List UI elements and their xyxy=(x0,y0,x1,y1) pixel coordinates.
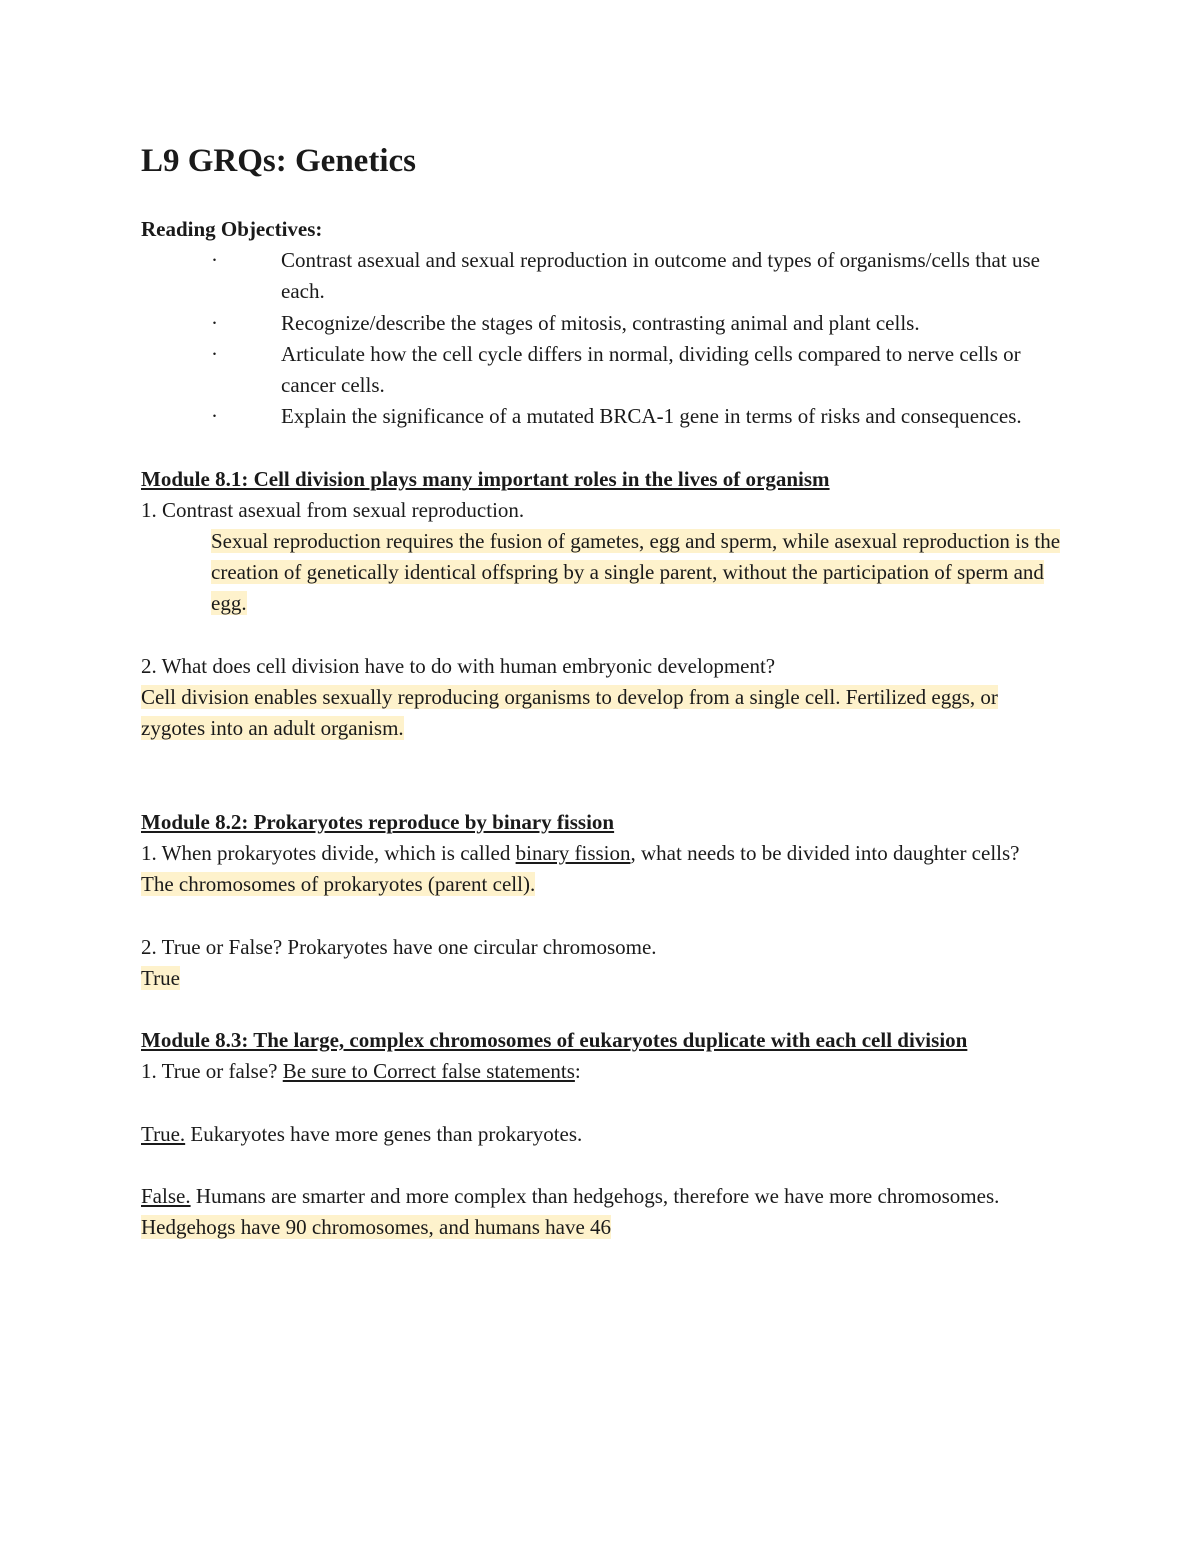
module-8-3-question-1 xyxy=(141,1056,1061,1087)
answer-highlight: Sexual reproduction requires the fusion of gametes, egg and sperm, while asexual reproduction is the creation of genetically identical offspring by a single parent, without the participation of sperm and egg. xyxy=(211,529,1061,616)
module-8-2-answer-2 xyxy=(141,963,1061,994)
reading-objectives-list xyxy=(141,245,1061,432)
module-8-2-answer-1 xyxy=(141,869,1061,900)
spacer xyxy=(141,744,1061,775)
objective-text: Contrast asexual and sexual reproduction in outcome and types of organisms/cells that use each. xyxy=(281,248,1040,304)
answer-highlight: The chromosomes of prokaryotes (parent cell). xyxy=(141,872,536,897)
document-title: L9 GRQs: Genetics xyxy=(141,143,416,179)
module-8-3-correction xyxy=(141,1212,1061,1243)
question-text: , what needs to be divided into daughter cells? xyxy=(630,841,1020,865)
bullet-icon: · xyxy=(211,404,218,429)
spacer xyxy=(141,432,1061,463)
module-8-1-question-1: 1. Contrast asexual from sexual reproduction. xyxy=(141,497,525,522)
module-8-2-heading: Module 8.2: Prokaryotes reproduce by binary fission xyxy=(141,809,615,834)
module-8-3-heading: Module 8.3: The large, complex chromosomes of eukaryotes duplicate with each cell division xyxy=(141,1028,968,1053)
bullet-icon: · xyxy=(211,341,218,366)
spacer xyxy=(141,1150,1061,1181)
statement-label: False. xyxy=(141,1184,191,1209)
objective-text: Articulate how the cell cycle differs in normal, dividing cells compared to nerve cells or cancer cells. xyxy=(281,341,1021,398)
module-8-1-heading: Module 8.1: Cell division plays many important roles in the lives of organism xyxy=(141,466,830,491)
module-8-3-statement-2 xyxy=(141,1181,1061,1212)
statement-text: Eukaryotes have more genes than prokaryotes. xyxy=(185,1121,583,1146)
module-8-3-statement-1 xyxy=(141,1119,1061,1150)
question-text: 1. True or false? xyxy=(141,1059,283,1084)
statement-label: True. xyxy=(141,1121,186,1146)
correct-false-instruction: Be sure to Correct false statements xyxy=(282,1059,575,1084)
module-8-1-answer-2 xyxy=(141,682,1061,744)
module-8-1-answer-1 xyxy=(211,526,1061,620)
answer-highlight: Cell division enables sexually reproducing organisms to develop from a single cell. Fertilized eggs, or zygotes into an adult organism. xyxy=(141,685,998,741)
binary-fission-term: binary fission xyxy=(515,841,631,865)
objective-text: Explain the significance of a mutated BRCA-1 gene in terms of risks and consequences. xyxy=(281,404,1022,429)
objective-item xyxy=(211,339,1061,401)
statement-text: Humans are smarter and more complex than hedgehogs, therefore we have more chromosomes. xyxy=(190,1184,1000,1209)
spacer xyxy=(141,1088,1061,1119)
answer-highlight: True xyxy=(141,965,180,990)
module-8-1-question-2: 2. What does cell division have to do with human embryonic development? xyxy=(141,653,776,678)
bullet-icon: · xyxy=(211,310,218,335)
spacer xyxy=(141,994,1061,1025)
spacer xyxy=(141,900,1061,931)
module-8-2-question-1 xyxy=(141,838,1061,869)
question-text: 1. When prokaryotes divide, which is called xyxy=(141,841,516,865)
module-8-2-question-2: 2. True or False? Prokaryotes have one circular chromosome. xyxy=(141,934,657,959)
objective-item xyxy=(211,308,1061,339)
spacer xyxy=(141,776,1061,807)
reading-objectives-label: Reading Objectives: xyxy=(141,217,323,241)
objective-text: Recognize/describe the stages of mitosis, contrasting animal and plant cells. xyxy=(281,310,920,335)
document-page xyxy=(141,138,1061,1244)
objective-item xyxy=(211,401,1061,432)
spacer xyxy=(141,620,1061,651)
question-text: : xyxy=(574,1059,581,1084)
bullet-icon: · xyxy=(211,248,218,273)
objective-item xyxy=(211,245,1061,307)
answer-highlight: Hedgehogs have 90 chromosomes, and humans have 46 xyxy=(141,1215,612,1240)
